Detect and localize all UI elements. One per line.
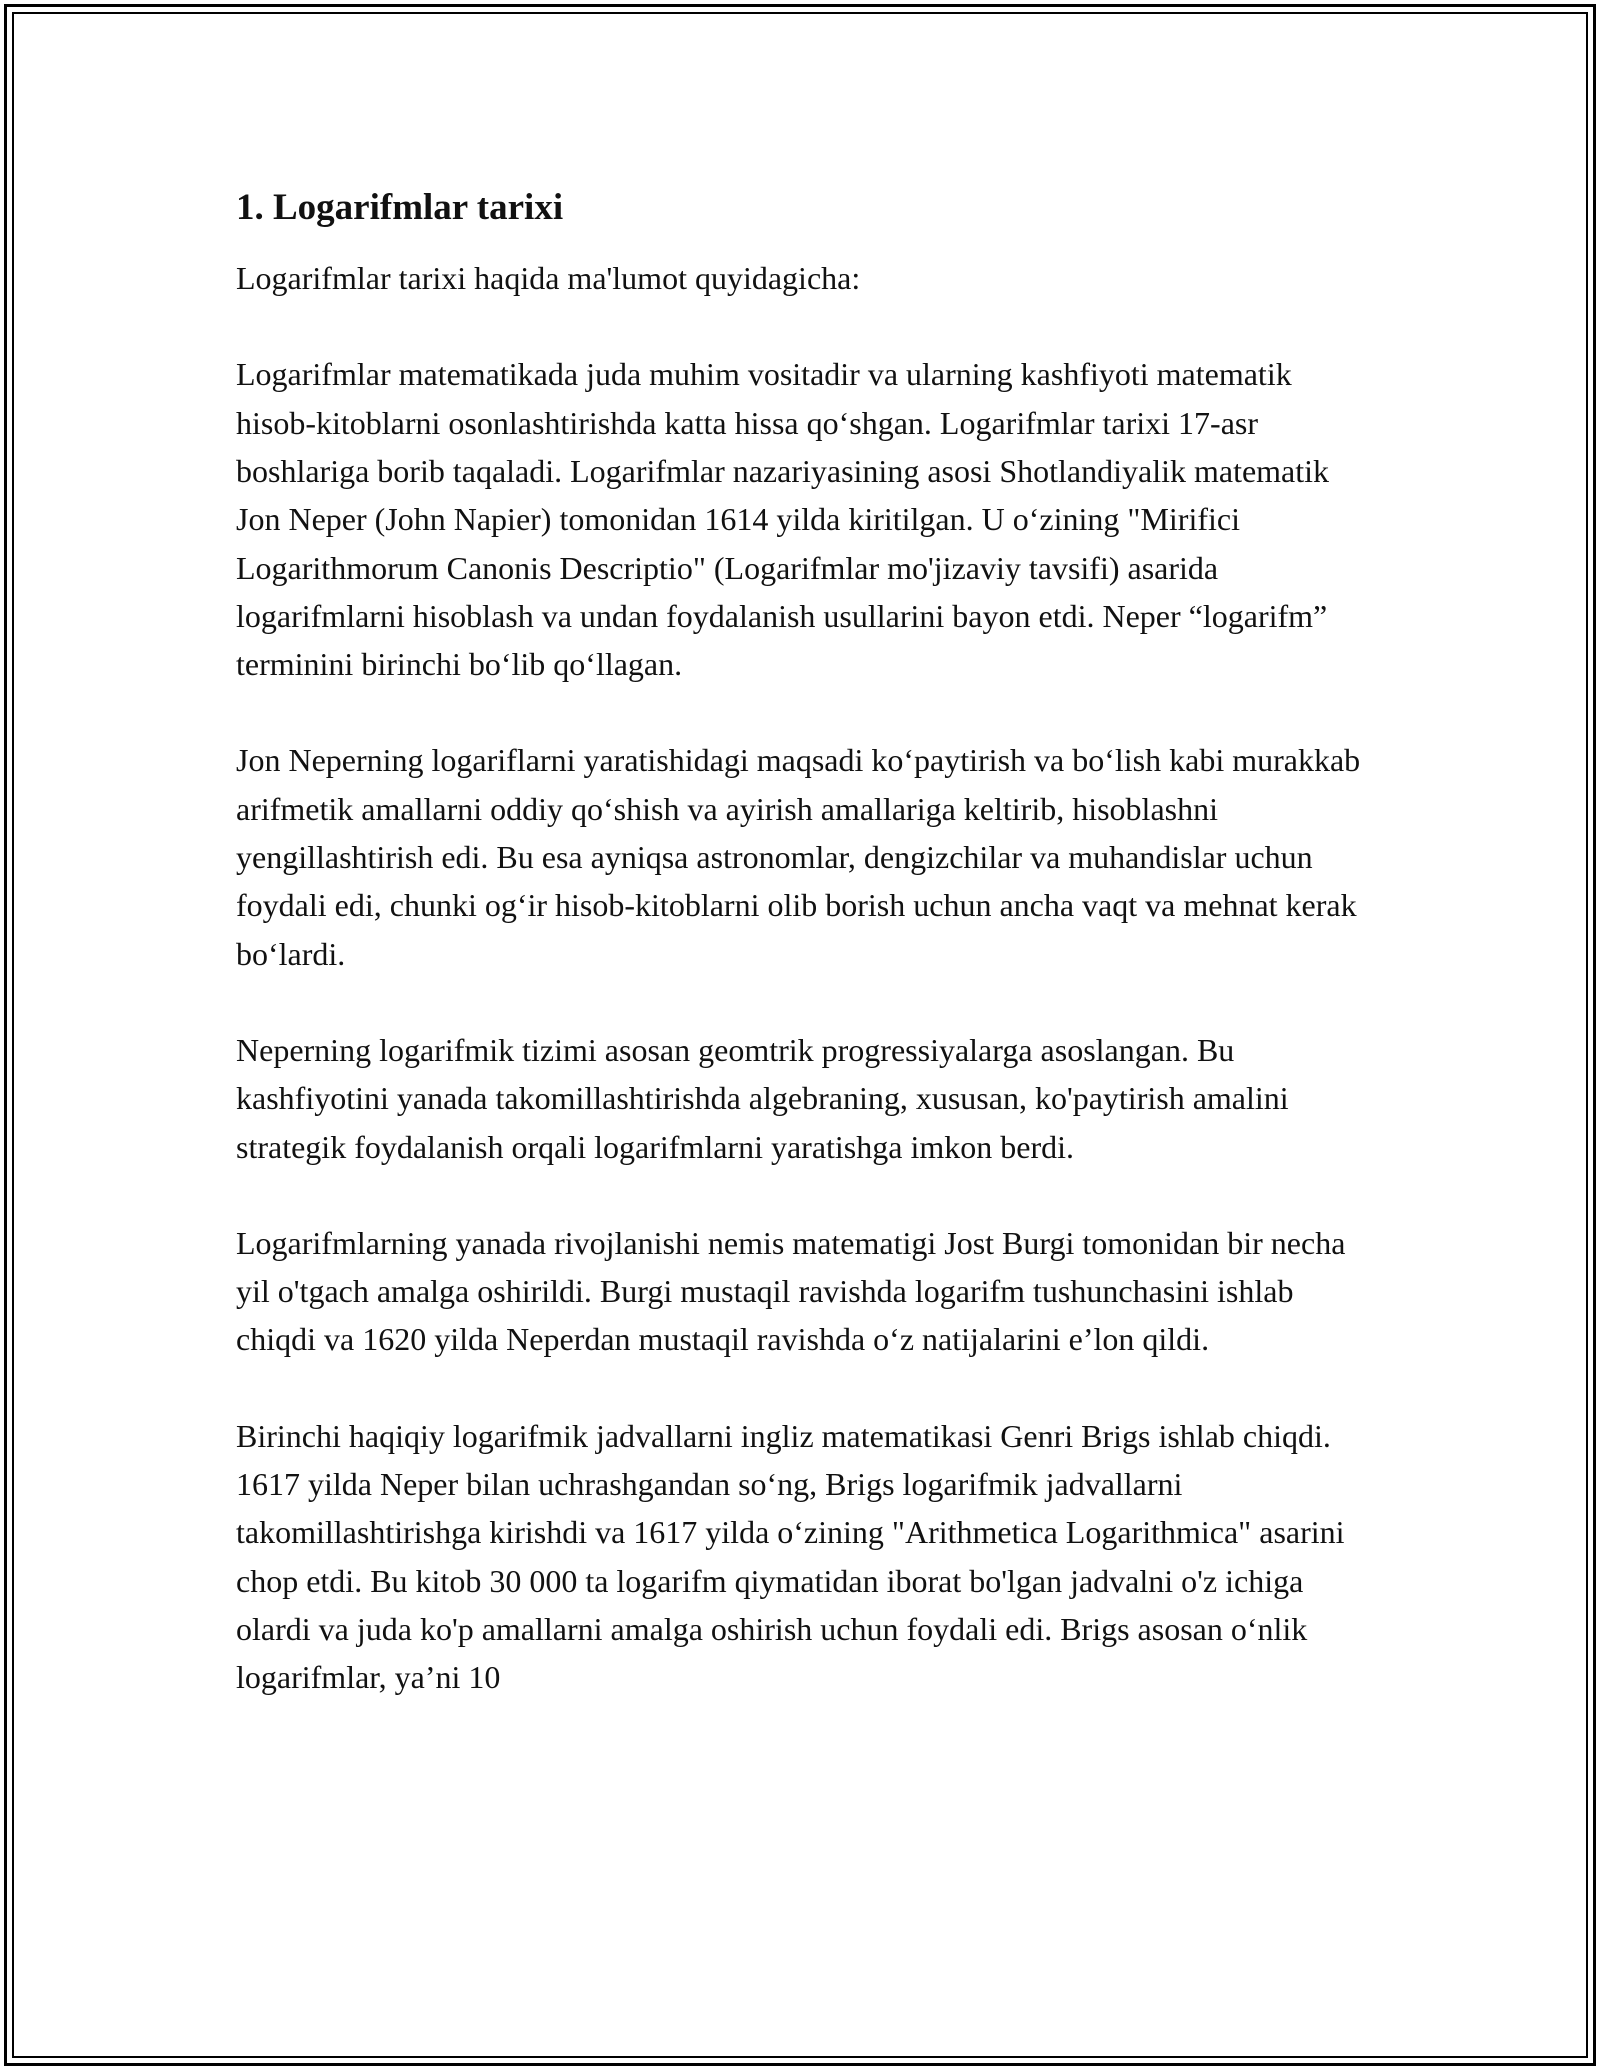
paragraph-briggs: Birinchi haqiqiy logarifmik jadvallarni ingliz matematikasi Genri Brigs ishlab chiqdi. 1617 yilda Neper bilan uchrashgandan so‘ng, Brigs logarifmik jadvallarni takomillashtirishga kirishdi va 1617 yilda o‘zining "Arithmetica Logarithmica" asarini chop etdi. Bu kitob 30 000 ta logarifm qiymatidan iborat bo'lgan jadvalni o'z ichiga olardi va juda ko'p amallarni amalga oshirish uchun foydali edi. Brigs asosan o‘nlik logarifmlar, ya’ni 10	[236, 1417, 1345, 1696]
paragraph-purpose: Jon Neperning logariflarni yaratishidagi maqsadi ko‘paytirish va bo‘lish kabi murakkab arifmetik amallarni oddiy qo‘shish va ayirish amallariga keltirib, hisoblashni yengillashtirish edi. Bu esa ayniqsa astronomlar, dengizchilar va muhandislar uchun foydali edi, chunki og‘ir hisob-kitoblarni olib borish uchun ancha vaqt va mehnat kerak bo‘lardi.	[236, 742, 1361, 972]
paragraph-napier: Logarifmlar matematikada juda muhim vositadir va ularning kashfiyoti matematik hisob-kitoblarni osonlashtirishda katta hissa qo‘shgan. Logarifmlar tarixi 17-asr boshlariga borib taqaladi. Logarifmlar nazariyasining asosi Shotlandiyalik matematik Jon Neper (John Napier) tomonidan 1614 yilda kiritilgan. U o‘zining "Mirifici Logarithmorum Canonis Descriptio" (Logarifmlar mo'jizaviy tavsifi) asarida logarifmlarni hisoblash va undan foydalanish usullarini bayon etdi. Neper “logarifm” terminini birinchi bo‘lib qo‘llagan.	[236, 356, 1330, 683]
section-heading: 1. Logarifmlar tarixi	[236, 187, 564, 228]
document-body	[236, 186, 1376, 1750]
paragraph-geometric: Neperning logarifmik tizimi asosan geomtrik progressiyalarga asoslangan. Bu kashfiyotini yanada takomillashtirishda algebraning, xususan, ko'paytirish amalini strategik foydalanish orqali logarifmlarni yaratishga imkon berdi.	[236, 1031, 1289, 1165]
intro-paragraph: Logarifmlar tarixi haqida ma'lumot quyidagicha:	[236, 260, 861, 297]
paragraph-burgi: Logarifmlarning yanada rivojlanishi nemis matematigi Jost Burgi tomonidan bir necha yil o'tgach amalga oshirildi. Burgi mustaqil ravishda logarifm tushunchasini ishlab chiqdi va 1620 yilda Neperdan mustaqil ravishda o‘z natijalarini e’lon qildi.	[236, 1224, 1346, 1358]
